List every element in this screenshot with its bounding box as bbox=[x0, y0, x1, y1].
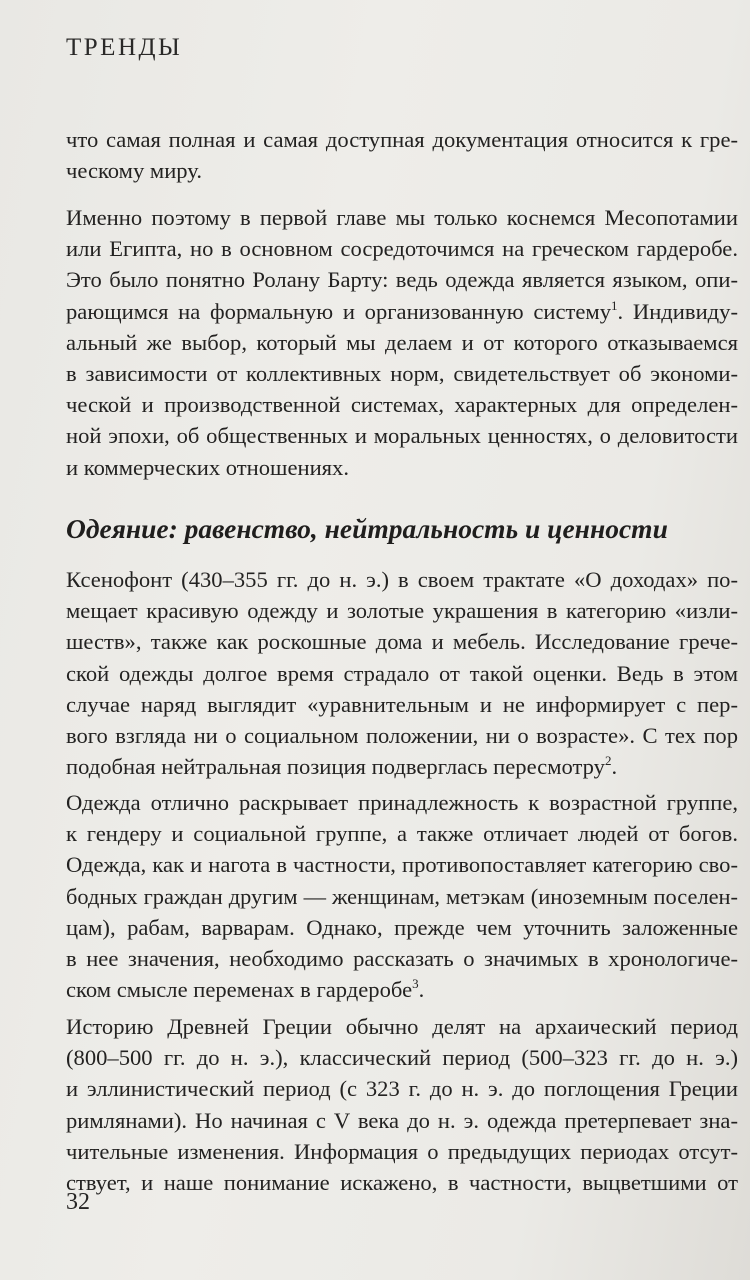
text-line: в зависимости от коллективных норм, свидетельствует об экономи- bbox=[66, 360, 738, 386]
text-line: случае наряд выглядит «уравнительным и не информирует с пер- bbox=[66, 691, 738, 717]
section-heading: Одеяние: равенство, нейтральность и ценности bbox=[66, 513, 668, 544]
text-line: римлянами). Но начиная с V века до н. э. одежда претерпевает зна- bbox=[66, 1107, 738, 1133]
text-line: Именно поэтому в первой главе мы только коснемся Месопотамии bbox=[66, 205, 738, 230]
footnote-marker: 3 bbox=[412, 976, 419, 992]
text-line: вого взгляда ни о социальном положении, ни о возрасте». С тех пор bbox=[66, 722, 738, 748]
text-line: ском смысле переменах в гардеробе$^3$. bbox=[66, 976, 425, 1003]
text-line: Одежда отлично раскрывает принадлежность к возрастной группе, bbox=[66, 790, 738, 815]
text-line: ной эпохи, об общественных и моральных ценностях, о деловитости bbox=[66, 423, 738, 449]
text-line: ческому миру. bbox=[66, 158, 202, 184]
text-line: ствует, и наше понимание искажено, в частности, выцветшими от bbox=[66, 1169, 738, 1195]
footnote-marker: 1 bbox=[611, 297, 618, 313]
text-line: бодных граждан другим — женщинам, метэкам (иноземным поселен- bbox=[66, 883, 738, 909]
footnote-marker: 2 bbox=[604, 753, 612, 769]
text-line: Историю Древней Греции обычно делят на архаический период bbox=[66, 1014, 738, 1039]
text-line: альный же выбор, который мы делаем и от которого отказываемся bbox=[66, 329, 738, 355]
text-line: Одежда, как и нагота в частности, противопоставляет категорию сво- bbox=[66, 852, 738, 878]
text-line: Это было понятно Ролану Барту: ведь одежда является языком, опи- bbox=[66, 267, 738, 293]
text-line: что самая полная и самая доступная документация относится к гре- bbox=[66, 127, 738, 152]
text-line: ческой и производственной системах, характерных для определен- bbox=[66, 392, 738, 418]
paragraph bbox=[66, 202, 738, 483]
text-line: цам), рабам, варварам. Однако, прежде чем уточнить заложенные bbox=[66, 914, 738, 940]
paragraph bbox=[66, 787, 738, 1005]
text-line: подобная нейтральная позиция подверглась пересмотру$^2$. bbox=[66, 753, 618, 780]
running-head: ТРЕНДЫ bbox=[66, 34, 183, 61]
text-line: Ксенофонт (430–355 гг. до н. э.) в своем трактате «О доходах» по- bbox=[66, 567, 738, 592]
text-line: рающимся на формальную и организованную систему$^1$. Индивиду- bbox=[66, 297, 738, 324]
text-line: и коммерческих отношениях. bbox=[66, 454, 349, 480]
text-line: к гендеру и социальной группе, а также отличает людей от богов. bbox=[66, 821, 738, 847]
text-line: шеств», также как роскошные дома и мебель. Исследование грече- bbox=[66, 629, 738, 655]
text-line: (800–500 гг. до н. э.), классический период (500–323 гг. до н. э.) bbox=[66, 1045, 738, 1071]
text-line: ской одежды долгое время страдало от такой оценки. Ведь в этом bbox=[66, 660, 738, 686]
paragraph bbox=[66, 124, 738, 186]
text-line: в нее значения, необходимо рассказать о значимых в хронологиче- bbox=[66, 945, 738, 971]
paragraph bbox=[66, 1011, 738, 1198]
text-line: мещает красивую одежду и золотые украшения в категорию «изли- bbox=[66, 598, 738, 624]
page-number: 32 bbox=[66, 1189, 90, 1215]
paragraph bbox=[66, 564, 738, 782]
text-line: или Египта, но в основном сосредоточимся на греческом гардеробе. bbox=[66, 236, 738, 262]
text-line: и эллинистический период (с 323 г. до н. э. до поглощения Греции bbox=[66, 1076, 738, 1102]
text-line: чительные изменения. Информация о предыдущих периодах отсут- bbox=[66, 1138, 738, 1164]
